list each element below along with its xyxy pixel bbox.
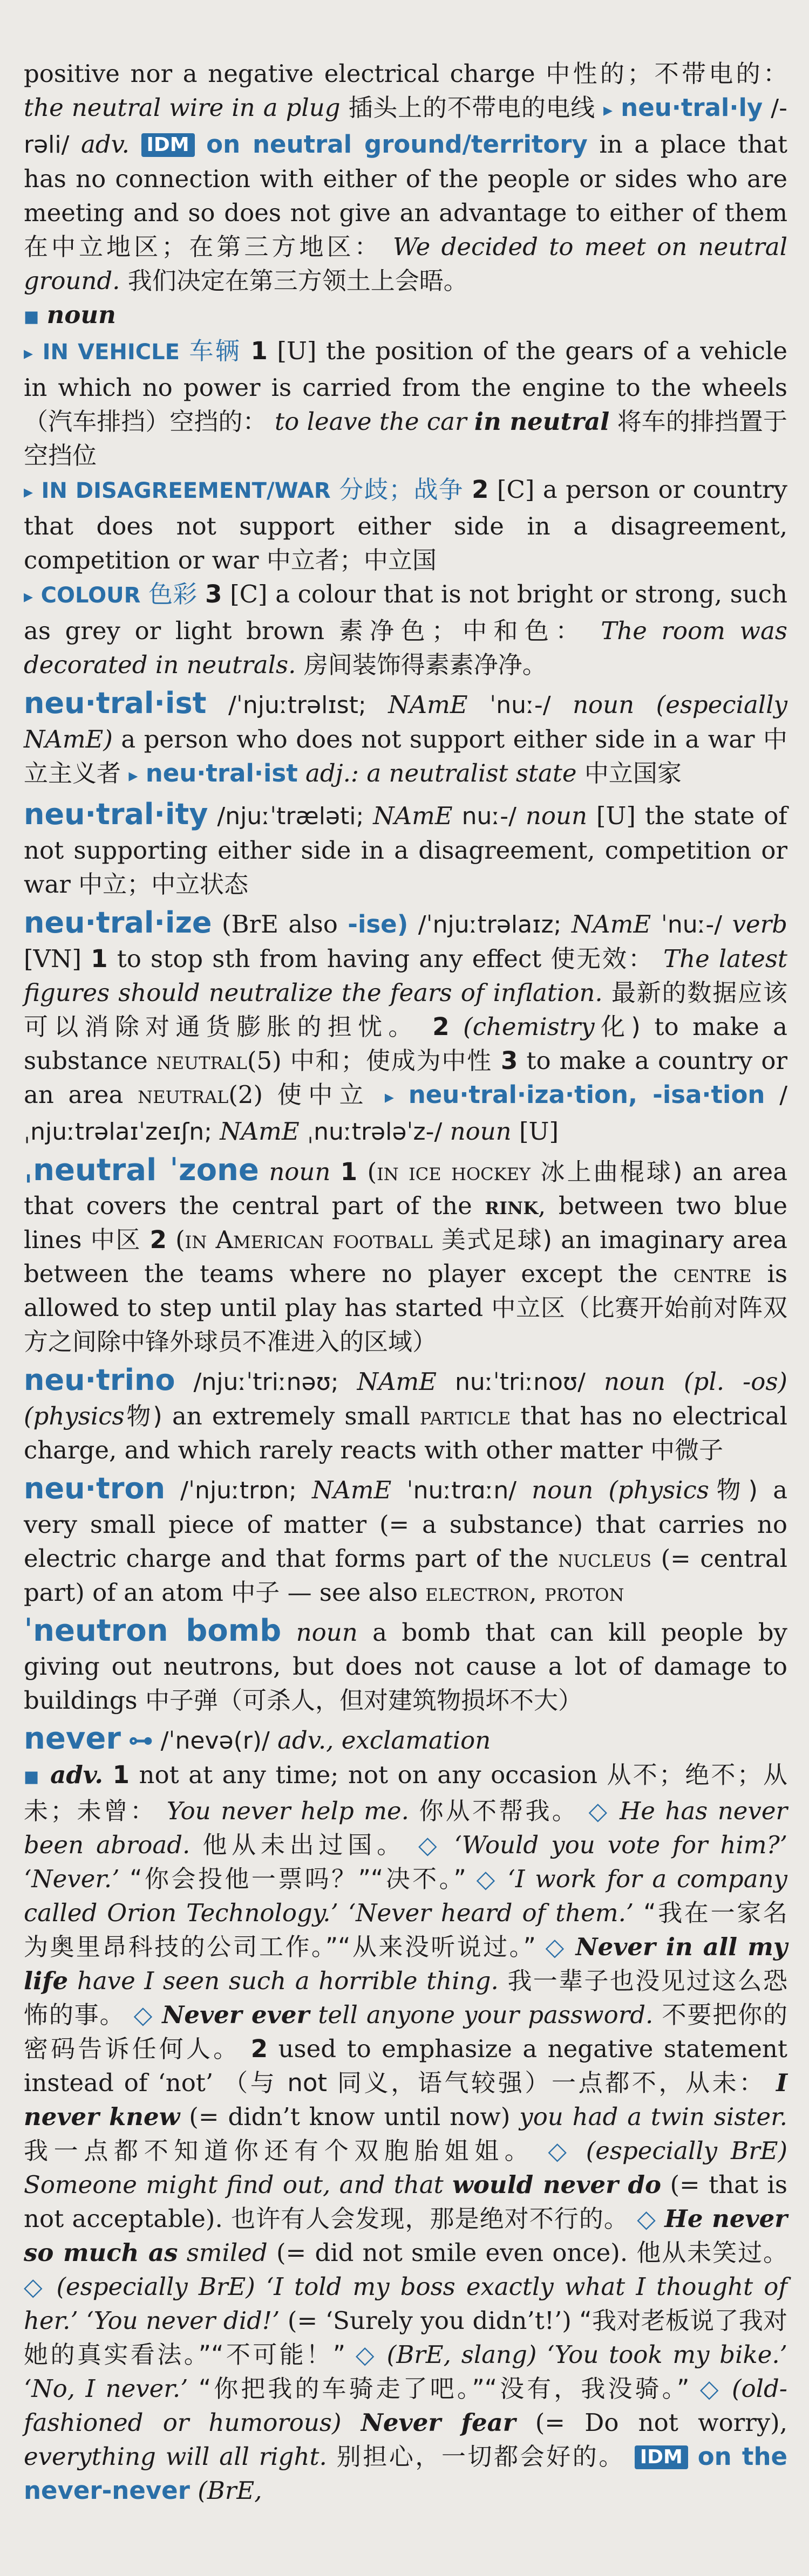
diamond-bullet-icon: ◇ <box>545 1933 566 1961</box>
diamond-bullet-icon: ◇ <box>133 2000 154 2029</box>
definition-text: an area that covers the central part of the <box>24 1157 788 1220</box>
definition-translation: （汽车排挡）空挡的： <box>24 407 267 436</box>
triangle-arrow-icon: ▸ <box>384 1086 394 1108</box>
headword: ˌneutral ˈzone <box>24 1153 259 1188</box>
part-of-speech: verb <box>732 910 787 938</box>
guideword: IN VEHICLE <box>42 340 180 365</box>
entry-neutralize <box>24 906 787 1149</box>
example: Someone might find out, and that <box>24 2170 444 2199</box>
grammar-code: [C] <box>230 580 268 608</box>
sense-in-disagreement <box>24 472 787 577</box>
idiom-translation: 在中立地区；在第三方地区： <box>24 232 382 261</box>
definition-text: a very small piece of matter (= a substance) that carries no electric charge and that forms part of the <box>24 1476 788 1573</box>
usage-label: (especially BrE) <box>586 2136 787 2165</box>
subject-label: (physics <box>24 1402 125 1430</box>
example: ‘Would you vote for him?’ ‘Never.’ <box>24 1831 788 1893</box>
sense-number: 2 <box>432 1012 450 1041</box>
example-highlight: I never knew <box>24 2068 787 2131</box>
square-bullet-icon: ■ <box>24 1767 41 1786</box>
definition-text: the state of not supporting either side in a disagreement, competition or war <box>24 801 787 899</box>
example-translation: 我一点都不知道你还有个双胞胎姐姐。 <box>24 2136 535 2165</box>
diamond-bullet-icon: ◇ <box>476 1865 498 1893</box>
example: ‘You took my bike.’ ‘No, I never.’ <box>24 2340 787 2403</box>
pronunciation: /njuːˈtræləti; <box>217 803 364 830</box>
example-translation: 别担心，一切都会好的。 <box>336 2442 625 2471</box>
sense-number: 2 <box>472 475 489 504</box>
example: have I seen such a horrible thing. <box>77 1967 499 1995</box>
example-translation: 房间装饰得素素净净。 <box>303 650 547 679</box>
example: ‘I work for a company called Orion Technology.’ ‘Never heard of them.’ <box>24 1865 787 1927</box>
example: The room was decorated in neutrals. <box>24 616 787 679</box>
idiom-marker: IDM <box>141 133 195 157</box>
subject-label-translation: 化) <box>594 1012 641 1041</box>
guideword: IN DISAGREEMENT/WAR <box>41 478 331 503</box>
pronunciation: /-rəli/ <box>24 94 787 159</box>
idiom-definition: in a place that has no connection with either of the people or sides who are meeting and so does not give an advantage to either of them <box>24 130 787 227</box>
example: to leave the car <box>275 407 467 436</box>
subject-label: (physics <box>608 1476 709 1504</box>
pronunciation-us: ˈnuːtrɑːn/ <box>406 1477 517 1504</box>
example-gloss: (= did not smile even once). <box>276 2238 628 2267</box>
grammar-code: [VN] <box>24 944 81 973</box>
example-translation: 我一辈子也没见过这么恐怖的事。 <box>24 1967 787 2029</box>
definition-text: , between two blue lines <box>24 1191 787 1254</box>
region-label: NAmE <box>388 690 468 719</box>
definition-text: positive nor a negative electrical charge <box>24 59 535 88</box>
entry-neutron: neu·tron /ˈnjuːtrɒn; NAmE ˈnuːtrɑːn/ noun (physics物) a very small piece of matter (= a substance) that carries no electric charge and that forms part of the nucleus (= central part) of an atom 中子 — see also electron, proton <box>24 1471 788 1607</box>
part-of-speech: noun <box>269 1157 331 1186</box>
example: He has never been abroad. <box>24 1797 788 1859</box>
cross-reference: electron <box>425 1578 529 1607</box>
example: smiled <box>186 2238 268 2267</box>
part-of-speech: noun <box>296 1618 358 1647</box>
example-translation: 中立国家 <box>584 759 682 787</box>
triangle-arrow-icon: ▸ <box>128 765 138 786</box>
usage-label: (especially NAmE) <box>24 690 788 753</box>
part-of-speech: noun <box>450 1117 512 1146</box>
example-translation: 你从不帮我。 <box>419 1797 579 1825</box>
pronunciation: /njuːˈtriːnəʊ; <box>193 1368 339 1396</box>
example-translation: 他从未笑过。 <box>636 2238 787 2267</box>
pronunciation: /ˈnjuːtrəlaɪz; <box>418 911 562 938</box>
pronunciation-us: nuːˈtriːnoʊ/ <box>455 1368 586 1396</box>
diamond-bullet-icon: ◇ <box>588 1797 610 1825</box>
definition-translation: 使中立 <box>277 1080 371 1109</box>
sense-in-vehicle <box>24 334 787 472</box>
pronunciation-us: ˌnuːtrələˈz-/ <box>307 1118 443 1146</box>
entry-neutralist <box>24 686 787 793</box>
entry-never-adverb <box>24 1758 787 2508</box>
entry-neutral-continued <box>24 57 787 298</box>
subject-label: (chemistry <box>463 1012 595 1041</box>
sense-number: 3 <box>205 580 222 608</box>
example-translation: 也许有人会发现，那是绝对不行的。 <box>231 2204 629 2233</box>
example-translation: “我对老板说了我对她的真实看法。”“不可能！” <box>24 2306 787 2369</box>
definition-translation: 素净色；中和色： <box>338 616 587 645</box>
subject-label-translation: 物) <box>124 1402 162 1430</box>
region-label: NAmE <box>357 1367 437 1396</box>
diamond-bullet-icon: ◇ <box>548 2136 573 2165</box>
idiom-marker: IDM <box>635 2445 688 2469</box>
part-of-speech: adv. <box>50 1760 104 1789</box>
example-translation: “你会投他一票吗？”“决不。” <box>130 1865 466 1893</box>
definition-translation: （与 not 同义，语气较强）一点都不，从未： <box>223 2068 766 2097</box>
pronunciation: /ˈnjuːtrəlɪst; <box>228 691 366 719</box>
diamond-bullet-icon: ◇ <box>355 2340 377 2369</box>
example-translation: 插头上的不带电的电线 <box>348 93 595 122</box>
cross-reference: neutral(5) <box>156 1046 282 1075</box>
definition-text: an extremely small <box>172 1402 410 1430</box>
alt-spelling: -ise) <box>348 910 409 938</box>
entry-never <box>24 1722 787 1758</box>
cross-reference: rink <box>485 1191 538 1220</box>
context-label-translation: 美式足球) <box>441 1225 552 1254</box>
example: you had a twin sister. <box>519 2102 787 2131</box>
entry-neutral-zone <box>24 1153 787 1359</box>
part-of-speech: noun <box>532 1476 594 1504</box>
definition-text: used to emphasize a negative statement instead of ‘not’ <box>24 2034 787 2097</box>
square-bullet-icon: ■ <box>24 307 39 326</box>
headword: never <box>24 1721 121 1756</box>
example-gloss: (= didn’t know until now) <box>189 2102 511 2131</box>
definition-translation: 中立区（比赛开始前对阵双方之间除中锋外球员不准进入的区域） <box>24 1293 787 1356</box>
definition-text: to stop sth from having any effect <box>117 944 542 973</box>
example: the neutral wire in a plug <box>24 93 341 122</box>
example: ‘I told my boss exactly what I thought of her.’ ‘You never did!’ <box>24 2272 788 2335</box>
definition-text: an imaginary area between the teams where no player except the <box>24 1225 787 1288</box>
part-of-speech: noun <box>46 300 116 329</box>
cross-reference: nucleus <box>558 1544 652 1573</box>
context-label: (in American football <box>175 1225 433 1254</box>
example-highlight: He never so much as <box>24 2204 787 2267</box>
definition-text: a person or country that does not support either side in a disagreement, competition or war <box>24 475 787 574</box>
entry-neutral-noun <box>24 298 787 334</box>
example: tell anyone your password. <box>318 2000 654 2029</box>
headword: neu·trino <box>24 1363 175 1397</box>
headword: ˈneutron bomb <box>24 1613 282 1648</box>
entry-neutrino <box>24 1363 787 1467</box>
part-of-speech: noun <box>525 801 587 830</box>
definition-text: that has no electrical charge, and which rarely reacts with other matter <box>24 1402 787 1464</box>
example: a neutralist state <box>366 759 577 787</box>
idiom-phrase: on neutral ground/territory <box>206 130 588 159</box>
grammar-code: [U] <box>519 1117 559 1146</box>
pronunciation-us: nuː-/ <box>461 803 516 830</box>
example-gloss: (= ‘Surely you didn’t!’) <box>287 2306 572 2335</box>
region-label: NAmE <box>312 1476 392 1504</box>
pronunciation-us: ˈnuː-/ <box>661 911 723 938</box>
headword: neu·tral·ize <box>24 906 212 940</box>
part-of-speech: noun <box>603 1367 665 1396</box>
guideword-translation: 分歧；战争 <box>339 475 464 504</box>
diamond-bullet-icon: ◇ <box>418 1831 442 1859</box>
definition-translation: 从不；绝不；从未；未曾： <box>24 1760 787 1825</box>
key-icon: ⊶ <box>128 1726 153 1755</box>
usage-label: (BrE, <box>198 2476 262 2505</box>
definition-text: the position of the gears of a vehicle in which no power is carried from the engine to the wheels <box>24 337 787 402</box>
example-highlight: Never fear <box>361 2408 516 2437</box>
definition-text: a colour that is not bright or strong, such as grey or light brown <box>24 580 787 645</box>
region-label: NAmE <box>373 801 453 830</box>
derivative-headword: neu·tral·ist <box>145 759 298 787</box>
pronunciation: /ˈnjuːtrɒn; <box>180 1477 297 1504</box>
example-translation: 我们决定在第三方领土上会晤。 <box>127 266 468 295</box>
diamond-bullet-icon: ◇ <box>699 2374 722 2403</box>
definition-translation: 中和；使成为中性 <box>290 1046 492 1075</box>
part-of-speech: adj.: <box>305 759 359 787</box>
definition-text: to make a country or an area <box>24 1046 787 1109</box>
entry-neutrality <box>24 797 787 901</box>
sense-number: 3 <box>501 1046 518 1075</box>
definition-text: is allowed to step until play has started <box>24 1259 787 1322</box>
context-label-translation: 冰上曲棍球) <box>540 1157 683 1186</box>
definition-text: to make a substance <box>24 1012 787 1075</box>
part-of-speech: adv., exclamation <box>277 1726 491 1755</box>
example-highlight: would never do <box>452 2170 662 2199</box>
region-label: NAmE <box>220 1117 300 1146</box>
definition-translation: 中立者；中立国 <box>266 546 437 574</box>
triangle-arrow-icon: ▸ <box>603 99 613 121</box>
subject-label-translation: 物) <box>709 1476 758 1504</box>
guideword-translation: 车辆 <box>189 337 241 365</box>
definition-text: a person who does not support either side in a war <box>121 725 755 753</box>
example-translation: 他从未出过国。 <box>202 1831 406 1859</box>
example: You never help me. <box>166 1797 409 1825</box>
triangle-arrow-icon: ▸ <box>24 481 33 503</box>
derivative-headword: neu·tral·iza·tion, -isa·tion <box>408 1080 765 1109</box>
region-label: NAmE <box>571 910 651 938</box>
triangle-arrow-icon: ▸ <box>24 586 33 607</box>
cross-reference: particle <box>419 1402 511 1430</box>
idiom-phrase: on the never-never <box>24 2442 787 2505</box>
definition-translation: 中子弹（可杀人，但对建筑物损坏不大） <box>145 1686 582 1715</box>
grammar-code: [U] <box>596 801 636 830</box>
example-translation: 不要把你的密码告诉任何人。 <box>24 2000 787 2063</box>
example-highlight: in neutral <box>474 407 610 436</box>
triangle-arrow-icon: ▸ <box>24 342 33 364</box>
pronunciation: /ˌnjuːtrəlaɪˈzeɪʃn; <box>24 1081 788 1146</box>
sense-number: 1 <box>340 1157 358 1186</box>
definition-translation: 中立；中立状态 <box>78 870 249 899</box>
diamond-bullet-icon: ◇ <box>24 2272 46 2301</box>
pronunciation: /ˈnevə(r)/ <box>160 1727 270 1755</box>
grammar-code: [C] <box>497 475 535 504</box>
example-highlight: Never in all my life <box>24 1933 788 1995</box>
usage-label: (BrE, slang) <box>386 2340 537 2369</box>
definition-translation: 使无效： <box>550 944 654 973</box>
headword: neu·tral·ity <box>24 797 208 831</box>
headword: neu·tral·ist <box>24 686 207 720</box>
example-translation: “你把我的车骑走了吧。”“没有，我没骑。” <box>198 2374 690 2403</box>
cross-reference: neutral(2) <box>138 1080 263 1109</box>
grammar-code: [U] <box>277 337 317 365</box>
entry-neutron-bomb <box>24 1614 787 1717</box>
guideword-translation: 色彩 <box>148 580 198 608</box>
sense-number: 1 <box>91 944 108 973</box>
cross-reference: proton <box>545 1578 624 1607</box>
sense-number: 2 <box>149 1225 167 1254</box>
sense-number: 1 <box>250 337 268 365</box>
derivative-headword: neu·tral·ly <box>621 93 763 122</box>
headword: neu·tron <box>24 1471 166 1505</box>
definition-translation: 中微子 <box>650 1436 724 1464</box>
pronunciation-us: ˈnuː-/ <box>490 691 551 719</box>
example-highlight: Never ever <box>162 2000 310 2029</box>
definition-translation: 中区 <box>90 1225 141 1254</box>
diamond-bullet-icon: ◇ <box>637 2204 656 2233</box>
plural-form: (pl. -os) <box>683 1367 787 1396</box>
sense-colour <box>24 577 787 682</box>
usage-label: (especially BrE) <box>56 2272 255 2301</box>
sense-number: 2 <box>250 2034 268 2063</box>
example-translation: 将车的排挡置于空挡位 <box>24 407 787 470</box>
guideword: COLOUR <box>40 583 141 608</box>
definition-translation: 中子 <box>231 1578 280 1607</box>
part-of-speech: adv. <box>80 130 130 159</box>
part-of-speech: noun <box>573 690 635 719</box>
usage-label: (old-fashioned or humorous) <box>24 2374 788 2437</box>
example-translation: 最新的数据应该可以消除对通货膨胀的担忧。 <box>24 978 787 1041</box>
definition-text: (= central part) of an atom <box>24 1544 787 1607</box>
example-gloss: (= that is not acceptable). <box>24 2170 787 2233</box>
context-label: (in ice hockey <box>367 1157 531 1186</box>
definition-translation: 中立主义者 <box>24 725 788 787</box>
cross-reference: centre <box>673 1259 752 1288</box>
example: everything will all right. <box>24 2442 327 2471</box>
example-translation: “我在一家名为奥里昂科技的公司工作。”“从来没听说过。” <box>24 1899 787 1961</box>
example: We decided to meet on neutral ground. <box>24 232 787 295</box>
sense-number: 1 <box>112 1760 130 1789</box>
alt-spelling-label: (BrE also <box>221 910 338 938</box>
example: The latest figures should neutralize the fears of inflation. <box>24 944 788 1007</box>
definition-translation: 中性的；不带电的： <box>546 59 787 88</box>
see-also-label: — see also <box>287 1578 418 1607</box>
definition-text: a bomb that can kill people by giving out neutrons, but does not cause a lot of damage to buildings <box>24 1618 787 1715</box>
definition-text: not at any time; not on any occasion <box>139 1760 597 1789</box>
example-gloss: (= Do not worry), <box>535 2408 787 2437</box>
